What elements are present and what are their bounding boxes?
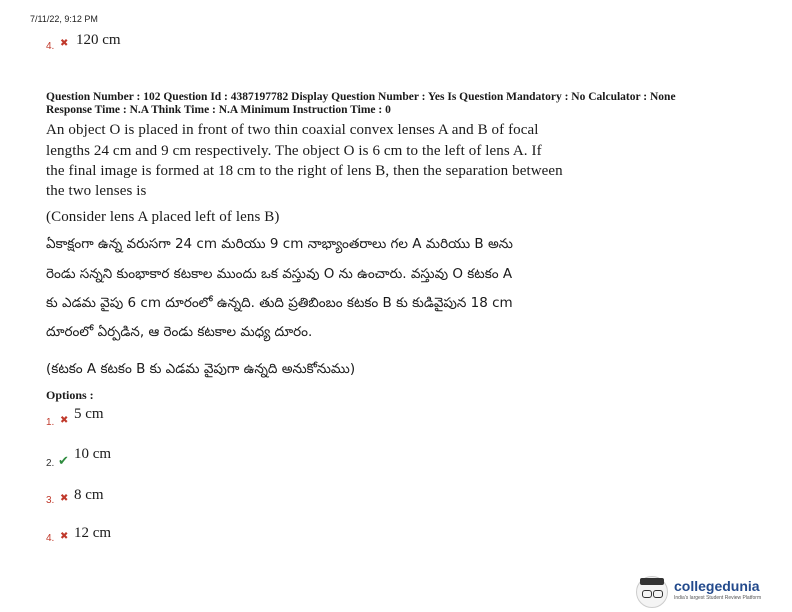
option-text: 120 cm — [76, 32, 121, 48]
timestamp: 7/11/22, 9:12 PM — [30, 14, 98, 24]
logo-tagline: India's largest Student Review Platform — [674, 595, 762, 601]
options-label: Options : — [46, 388, 94, 402]
question-text-line-1: An object O is placed in front of two thin coaxial convex lenses A and B of focal — [46, 122, 539, 138]
question-text-line-3: the final image is formed at 18 cm to the right of lens B, then the separation between — [46, 163, 563, 179]
question-meta-line-1: Question Number : 102 Question Id : 4387197782 Display Question Number : Yes Is Question Mandatory : No Calculator : None — [46, 91, 676, 103]
option-text: 10 cm — [74, 446, 112, 462]
telugu-text-line-3: కు ఎడమ వైపు 6 cm దూరంలో ఉన్నది. తుది ప్రతిబింబం కటకం B కు కుడివైపున 18 cm — [46, 295, 513, 311]
collegedunia-logo — [636, 576, 786, 606]
wrong-cross-icon: ✖ — [60, 38, 69, 49]
telugu-text-line-1: ఏకాక్షంగా ఉన్న వరుసగా 24 cm మరియు 9 cm నాభ్యాంతరాలు గల A మరియు B అను — [46, 236, 513, 252]
option-number: 1. — [46, 417, 55, 428]
telugu-note: (కటకం A కటకం B కు ఎడమ వైపుగా ఉన్నది అనుకోనుము) — [46, 361, 356, 377]
question-text-line-2: lengths 24 cm and 9 cm respectively. The object O is 6 cm to the left of lens A. If — [46, 143, 542, 159]
option-text: 5 cm — [74, 406, 104, 422]
wrong-cross-icon: ✖ — [60, 415, 69, 426]
telugu-text-line-2: రెండు సన్నని కుంభాకార కటకాల ముందు ఒక వస్తువు O ను ఉంచారు. వస్తువు O కటకం A — [46, 266, 513, 282]
telugu-text-line-4: దూరంలో ఏర్పడిన, ఆ రెండు కటకాల మధ్య దూరం. — [46, 324, 313, 340]
option-text: 8 cm — [74, 487, 104, 503]
question-meta-line-2: Response Time : N.A Think Time : N.A Minimum Instruction Time : 0 — [46, 104, 391, 116]
option-number: 4. — [46, 533, 55, 544]
option-number: 2. — [46, 458, 55, 469]
wrong-cross-icon: ✖ — [60, 531, 69, 542]
option-number: 3. — [46, 495, 55, 506]
logo-wordmark: collegedunia — [674, 578, 760, 594]
option-number: 4. — [46, 41, 55, 52]
wrong-cross-icon: ✖ — [60, 493, 69, 504]
question-note: (Consider lens A placed left of lens B) — [46, 209, 280, 225]
correct-check-icon: ✔ — [58, 454, 69, 469]
question-text-line-4: the two lenses is — [46, 183, 147, 199]
mascot-icon — [636, 576, 668, 608]
option-text: 12 cm — [74, 525, 112, 541]
